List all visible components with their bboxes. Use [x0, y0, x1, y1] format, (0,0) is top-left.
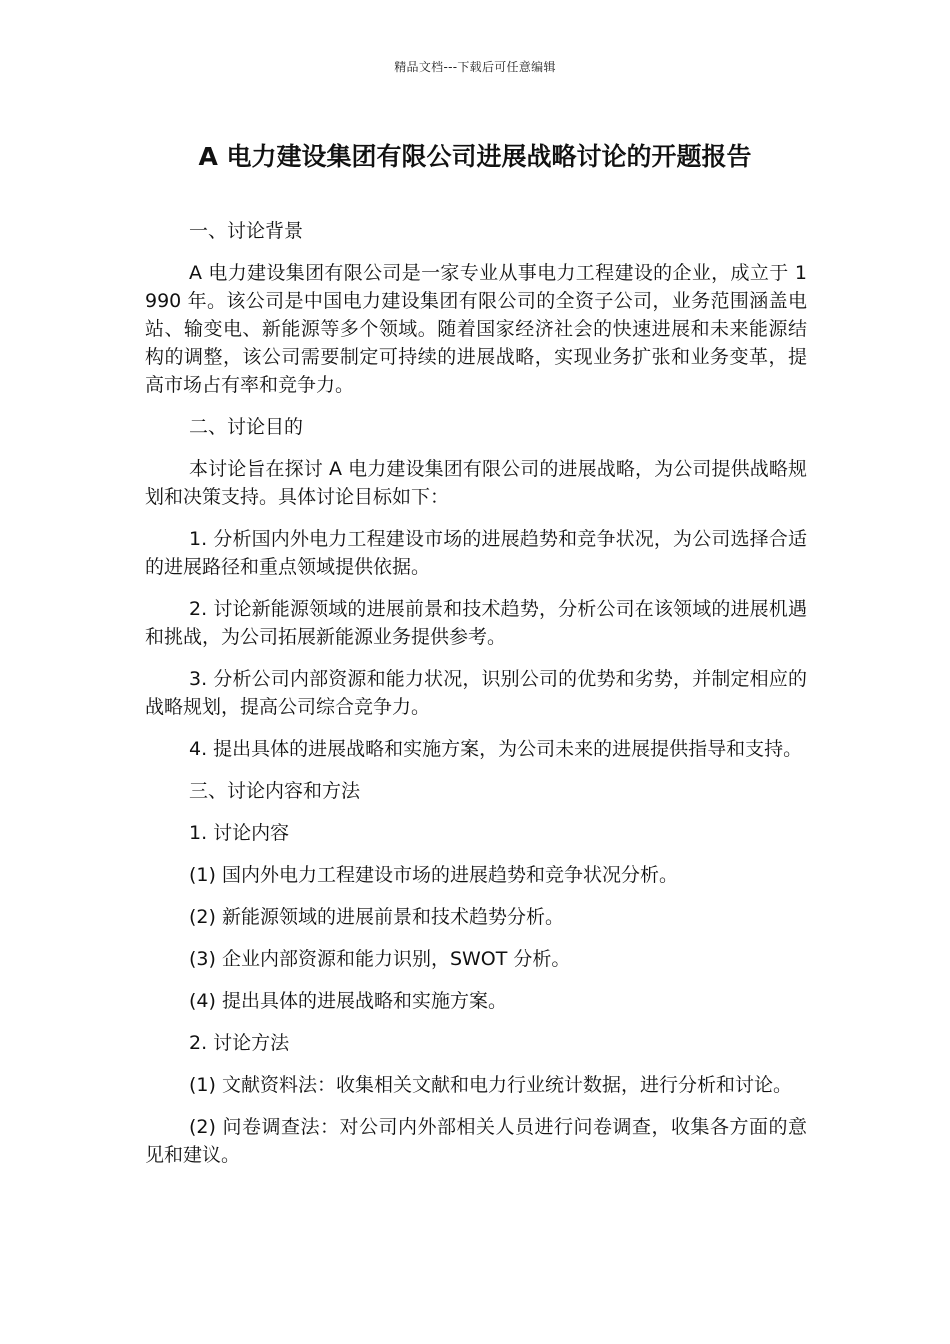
- method-item-1: (1) 文献资料法：收集相关文献和电力行业统计数据，进行分析和讨论。: [189, 1074, 792, 1096]
- content-item-4: (4) 提出具体的进展战略和实施方案。: [189, 990, 507, 1012]
- page-header: 精品文档---下载后可任意编辑: [394, 60, 556, 74]
- subheading-methods: 2. 讨论方法: [189, 1032, 290, 1054]
- content-item-2: (2) 新能源领域的进展前景和技术趋势分析。: [189, 906, 564, 928]
- purpose-item-4: 4. 提出具体的进展战略和实施方案，为公司未来的进展提供指导和支持。: [189, 738, 803, 760]
- content-item-3: (3) 企业内部资源和能力识别，SWOT 分析。: [189, 948, 571, 970]
- subheading-content: 1. 讨论内容: [189, 822, 290, 844]
- section-heading-purpose: 二、讨论目的: [189, 416, 304, 438]
- document-body: [145, 217, 807, 1183]
- section-heading-background: 一、讨论背景: [189, 220, 304, 242]
- purpose-item-3: 3. 分析公司内部资源和能力状况，识别公司的优势和劣势，并制定相应的战略规划，提高公司综合竞争力。: [145, 668, 807, 718]
- method-item-2: (2) 问卷调查法：对公司内外部相关人员进行问卷调查，收集各方面的意见和建议。: [145, 1116, 807, 1166]
- content-item-1: (1) 国内外电力工程建设市场的进展趋势和竞争状况分析。: [189, 864, 678, 886]
- document-title: A 电力建设集团有限公司进展战略讨论的开题报告: [198, 142, 752, 171]
- purpose-item-1: 1. 分析国内外电力工程建设市场的进展趋势和竞争状况，为公司选择合适的进展路径和重点领域提供依据。: [145, 528, 807, 578]
- paragraph-purpose-intro: 本讨论旨在探讨 A 电力建设集团有限公司的进展战略，为公司提供战略规划和决策支持。具体讨论目标如下：: [145, 458, 807, 508]
- section-heading-content-methods: 三、讨论内容和方法: [189, 780, 361, 802]
- paragraph-background: A 电力建设集团有限公司是一家专业从事电力工程建设的企业，成立于 1990 年。该公司是中国电力建设集团有限公司的全资子公司，业务范围涵盖电站、输变电、新能源等多个领域。随着国家经济社会的快速进展和未来能源结构的调整，该公司需要制定可持续的进展战略，实现业务扩张和业务变革，提高市场占有率和竞争力。: [145, 262, 807, 396]
- purpose-item-2: 2. 讨论新能源领域的进展前景和技术趋势，分析公司在该领域的进展机遇和挑战，为公司拓展新能源业务提供参考。: [145, 598, 807, 648]
